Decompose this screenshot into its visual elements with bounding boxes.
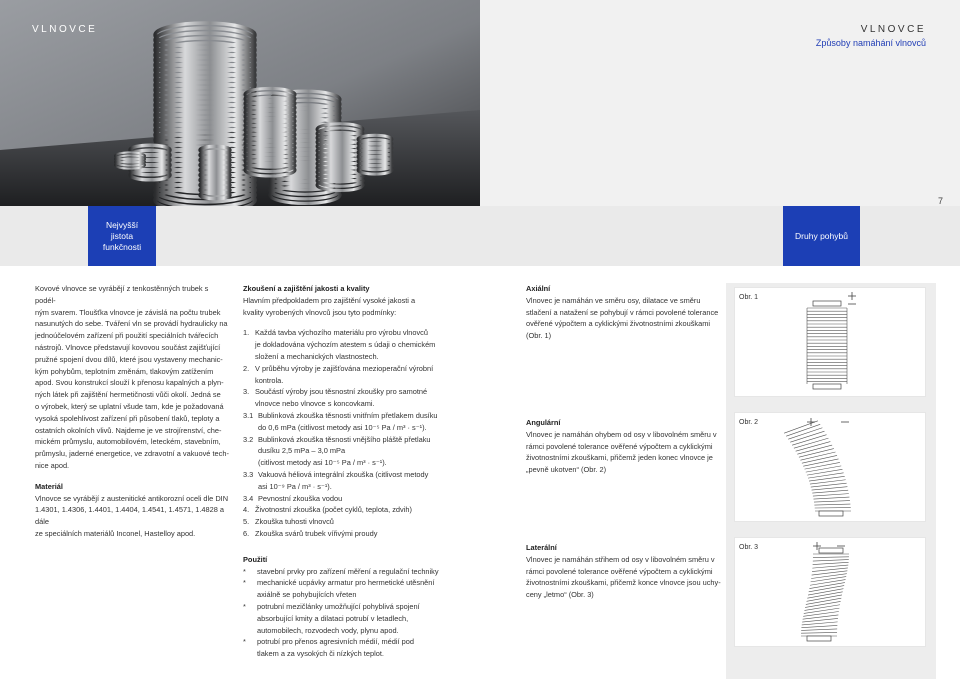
convolution [805,462,840,469]
list-text: axiálně se pohybujících vřeten [257,590,357,600]
list-number [243,457,258,469]
list-text: Životnostní zkouška (počet cyklů, teplota, zdvih) [255,505,412,515]
list-item [243,327,453,339]
text-line: Vlnovce se vyrábějí z austenitické antikorozní oceli dle DIN [35,493,229,503]
list-text: vlnovce nebo vlnovce s koncovkami. [255,399,375,409]
text-line: nástrojů. Vlnovce představují kovovou součást zajišťující [35,342,221,352]
convolution [803,459,838,466]
end-flange [813,384,841,389]
convolution [800,452,835,460]
angular-bellows-diagram [735,413,927,523]
list-item [243,636,453,648]
list-number: 1. [243,328,250,338]
text-line: Vlnovec je namáhán ve směru osy, dilatace ve směru [526,295,701,305]
list-item [243,445,453,457]
list-text: Bublinková zkouška těsnosti vnějšího pláště přetlaku [258,434,431,444]
material-paragraph [35,493,230,540]
figure-angular [734,412,926,522]
bullet: * [243,566,246,576]
convolution [801,632,837,633]
convolution [811,483,847,487]
quality-list [243,327,453,539]
list-item [243,625,453,637]
movement-text [526,429,726,476]
list-number [243,375,255,387]
movement-title: Axiální [526,284,551,293]
list-text: absorbující kmity a dilataci potrubí v letadlech, [257,613,409,623]
text-line: ostatních okolních vlivů. Najdeme je ve strojírenství, che- [35,425,222,435]
list-item [243,410,453,422]
list-text: mechanické ucpávky armatur pro hermetické utěsnění [257,578,435,588]
list-item [243,613,453,625]
text-line: apod. Svou konstrukcí slouží k přenosu kapalných a plyn- [35,378,224,388]
text-line: ze speciálních materiálů Inconel, Hastelloy apod. [35,528,196,538]
tab-line: jistota [110,230,134,241]
text-line: „pevně ukotven“ (Obr. 2) [526,465,607,475]
convolution [812,565,848,568]
bullet [243,648,257,660]
convolution [813,560,849,562]
movement-title: Angulární [526,418,561,427]
text-line: ověřené výpočtem a cyklickými životnostními zkouškami [526,319,711,329]
list-text: stavební prvky pro zařízení měření a regulační techniky [257,566,439,576]
list-text: Zkouška svárů trubek vířivými proudy [255,528,378,538]
tab-line: Nejvyšší [105,219,139,230]
text-line: mickém průmyslu, automobilovém, leteckém, stavebním, [35,437,221,447]
list-number: 2. [243,363,250,373]
list-text: potrubní mezičlánky umožňující pohyblivá spojení [257,601,420,611]
list-text: tlakem a za vysokých či nízkých teplot. [257,649,384,659]
convolution [812,490,848,493]
text-line: ceny „letmo“ (Obr. 3) [526,590,594,600]
section-tab-movements [783,206,860,266]
list-text: Každá tavba výchozího materiálu pro výrobu vlnovců [255,328,428,338]
quality-intro [243,295,453,319]
text-line: 1.4301, 1.4306, 1.4401, 1.4404, 1.4541, 1.4571, 1.4828 a dále [35,505,225,527]
convolution [809,586,844,592]
text-line: životnostními zkouškami, přičemž konce vlnovce jsou uchy- [526,578,721,588]
convolution [804,608,840,613]
lateral-bellows-diagram [735,538,927,648]
convolution [813,494,849,496]
text-line: životnostními zkouškami, přičemž jeden konec vlnovce je [526,453,713,463]
movement-axial [526,283,726,342]
convolution [801,629,837,631]
text-line: Hlavním předpokladem pro zajištění vysoké jakosti a [243,295,416,305]
movement-text [526,295,726,342]
list-item [243,434,453,446]
list-item [243,481,453,493]
text-line: průmyslu, jaderné energetice, ve zdravotní a vakuové tech- [35,449,229,459]
convolution [802,618,838,622]
list-text: složení a mechanických vlastnostech. [255,351,379,361]
list-text: asi 10⁻⁹ Pa / m³ · s⁻¹). [258,481,332,491]
text-line: nice apod. [35,460,70,470]
list-item [243,589,453,601]
list-item [243,577,453,589]
list-item [243,363,453,375]
list-number [243,422,258,434]
list-item [243,504,453,516]
bullet: * [243,601,246,611]
list-text: Součástí výroby jsou těsnostní zkoušky pro samotné [255,387,428,397]
convolution [813,497,849,499]
text-line: nasunutých do sebe. Tváření vln se provádí hydraulicky na [35,319,228,329]
list-item [243,375,453,387]
convolution [810,580,846,586]
list-number: 5. [243,517,250,527]
list-number: 3.4 [243,493,254,503]
end-flange [807,636,831,641]
figure-axial [734,287,926,397]
list-text: potrubí pro přenos agresivních médií, médií pod [257,637,414,647]
list-item [243,469,453,481]
usage-heading: Použití [243,554,268,564]
convolution [807,592,842,598]
usage-list [243,566,453,660]
header-left-title: VLNOVCE [32,24,98,35]
list-item [243,516,453,528]
figure-label: Obr. 3 [739,544,759,551]
quality-heading: Zkoušení a zajištění jakosti a kvality [243,284,370,293]
text-line: ných látek při zajištění hermetičnosti vůči okolí. Jedná se [35,390,221,400]
text-line: ným svarem. Tloušťka vlnovce je závislá na počtu trubek [35,307,221,317]
movement-angular [526,417,726,476]
list-number: 3. [243,387,250,397]
bullet [243,625,257,637]
list-item [243,457,453,469]
list-item [243,351,453,363]
text-line: jednoúčelovém zařízení při použití speciálních tvářecích [35,331,219,341]
text-line: Kovové vlnovce se vyrábějí z tenkostěnných trubek s podél- [35,284,209,305]
text-line: (Obr. 1) [526,331,552,341]
list-number: 3.2 [243,434,254,444]
text-line: kvality vyrobených vlnovců jsou tyto podmínky: [243,307,397,317]
convolution [805,601,840,607]
page-subtitle: Způsoby namáhání vlnovců [815,38,926,48]
text-line: Vlnovec je namáhán střihem od osy v libovolném směru v [526,554,715,564]
list-text: Zkouška tuhosti vlnovců [255,517,334,527]
header-right-title: VLNOVCE [860,24,926,35]
list-item [243,566,453,578]
list-text: V průběhu výroby je zajišťována mezioperační výrobní [255,363,434,373]
list-number: 3.1 [243,410,254,420]
list-item [243,648,453,660]
section-tab-reliability [88,206,156,266]
end-flange [819,548,843,553]
material-heading: Materiál [35,481,63,491]
convolution [807,595,842,601]
convolution [809,583,844,589]
text-line: o výrobek, který se uplatní všude tam, kde je požadovaná [35,401,224,411]
tab-line: funkčnosti [102,241,142,252]
list-number [243,351,255,363]
convolution [814,501,850,502]
convolution [806,466,841,472]
convolution [812,487,848,490]
list-item [243,422,453,434]
list-text: kontrola. [255,375,284,385]
convolution [806,598,841,604]
list-text: Vakuová héliová integrální zkouška (citlivost metody [258,469,429,479]
figure-label: Obr. 1 [739,294,759,301]
text-line: pružné spojení dvou dílů, které jsou vystaveny mechanic- [35,354,223,364]
bullet [243,613,257,625]
list-text: (citlivost metody asi 10⁻⁵ Pa / m³ · s⁻¹). [258,458,387,468]
text-line: rámci povolené tolerance ověřené výpočtem a cyklickými [526,566,713,576]
text-line: Vlnovec je namáhán ohybem od osy v libovolném směru v [526,429,717,439]
list-number: 6. [243,528,250,538]
text-line: vysoká spolehlivost zařízení při působení tlaků, teploty a [35,413,220,423]
list-text: Bublinková zkouška těsnosti vnitřním přetlakem dusíku [258,410,438,420]
movement-lateral [526,542,726,601]
convolution [813,562,849,564]
text-line: kým pohybům, teplotním změnám, tlakovým zatížením [35,366,214,376]
list-text: dusíku 2,5 mPa – 3,0 mPa [258,446,346,456]
page-number: 7 [937,196,943,206]
bullet [243,589,257,601]
bullet: * [243,637,246,647]
list-item [243,398,453,410]
axial-bellows-diagram [735,288,927,398]
convolution [799,449,834,458]
convolution [807,469,843,475]
list-number [243,339,255,351]
list-number: 3.3 [243,469,254,479]
list-item [243,493,453,505]
text-line: rámci povolené tolerance ověřené výpočtem a cyklickými [526,441,713,451]
bullet: * [243,578,246,588]
convolution [802,622,838,625]
list-item [243,386,453,398]
convolution [797,445,832,454]
list-number: 4. [243,505,250,515]
list-item [243,339,453,351]
figure-label: Obr. 2 [739,419,759,426]
end-flange [813,301,841,306]
tab-label: Druhy pohybů [795,231,848,241]
list-item [243,528,453,540]
convolution [802,455,837,463]
figure-lateral [734,537,926,647]
list-item [243,601,453,613]
intro-paragraph [35,283,230,472]
end-flange [819,511,843,516]
quality-column [243,283,453,660]
list-number [243,445,258,457]
text-line: stlačení a natažení se pohybují v rámci povolené tolerance [526,307,719,317]
convolution [808,589,843,595]
convolution [813,557,849,558]
list-text: do 0,6 mPa (citlivost metody asi 10⁻⁵ Pa / m³ · s⁻¹). [258,422,427,432]
movement-text [526,554,726,601]
intro-column [35,283,230,540]
convolution [811,577,847,582]
convolution [801,625,837,627]
convolution [814,504,850,505]
list-text: je dokladována výchozím atestem s údaji o chemickém [255,340,436,350]
list-number [243,398,255,410]
convolution [804,605,840,611]
list-number [243,481,258,493]
convolution [812,568,848,572]
list-text: automobilech, rozvodech vody, plynu apod. [257,625,399,635]
list-text: Pevnostní zkouška vodou [258,493,343,503]
movement-title: Laterální [526,543,557,552]
